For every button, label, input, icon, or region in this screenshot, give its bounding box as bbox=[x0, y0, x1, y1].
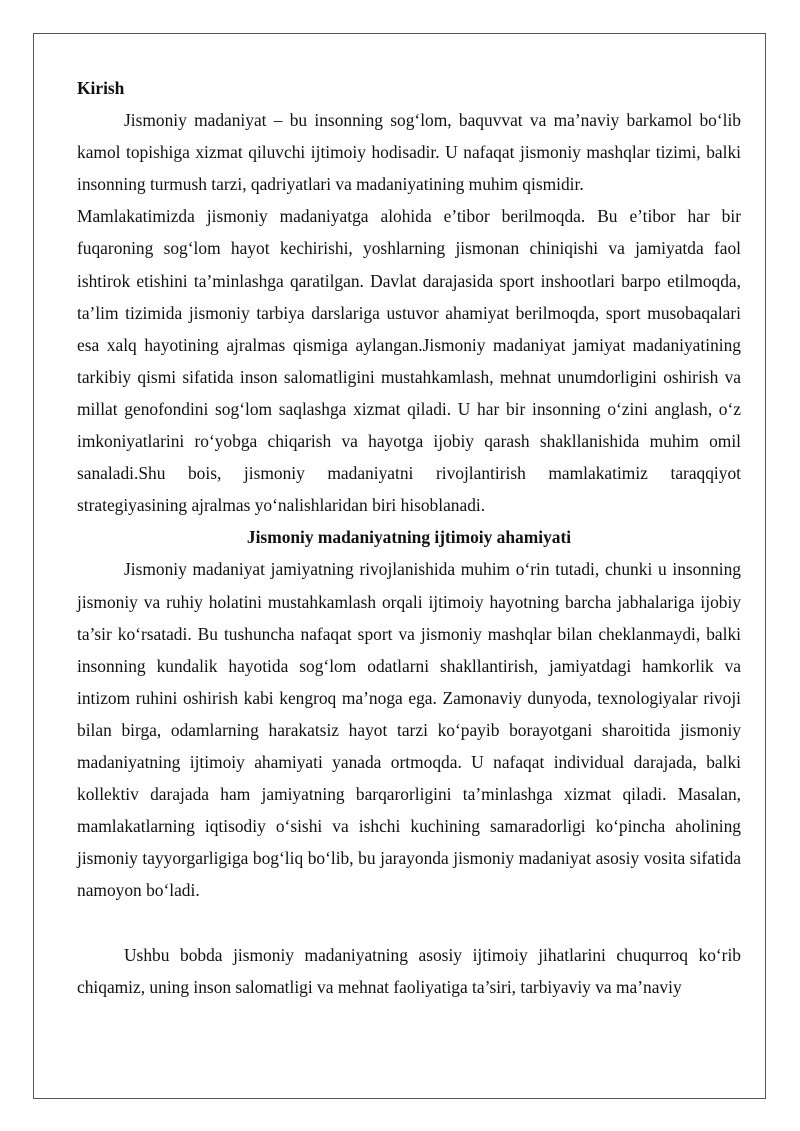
section-title: Jismoniy madaniyatning ijtimoiy ahamiyati bbox=[246, 527, 572, 548]
intro-paragraph-2: Mamlakatimizda jismoniy madaniyatga alohida e’tibor berilmoqda. Bu e’tibor har bir fuqaroning sog‘lom hayot kechirishi, yoshlarning jismonan chiniqishi va jamiyatda faol ishtirok etishini ta’minlashga qaratilgan. Davlat darajasida sport inshootlari barpo etilmoqda, ta’lim tizimida jismoniy tarbiya darslariga ustuvor ahamiyat berilmoqda, sport musobaqalari esa xalq hayotining ajralmas qismiga aylangan.Jismoniy madaniyat jamiyat madaniyatining tarkibiy qismi sifatida inson salomatligini mustahkamlash, mehnat unumdorligini oshirish va millat genofondini sog‘lom saqlashga xizmat qiladi. U har bir insonning o‘zini anglash, o‘z imkoniyatlarini ro‘yobga chiqarish va hayotga ijobiy qarash shakllanishida muhim omil sanaladi.Shu bois, jismoniy madaniyatni rivojlantirish mamlakatimiz taraqqiyot strategiyasining ajralmas yo‘nalishlaridan biri hisoblanadi. bbox=[77, 206, 741, 516]
document-body bbox=[77, 72, 741, 1003]
intro-paragraph-1: Jismoniy madaniyat – bu insonning sog‘lom, baquvvat va ma’naviy barkamol bo‘lib kamol topishiga xizmat qiluvchi ijtimoiy hodisadir. U nafaqat jismoniy mashqlar tizimi, balki insonning turmush tarzi, qadriyatlari va madaniyatining muhim qismidir. bbox=[77, 110, 741, 195]
document-heading: Kirish bbox=[77, 78, 125, 98]
section-paragraph-1: Jismoniy madaniyat jamiyatning rivojlanishida muhim o‘rin tutadi, chunki u insonning jismoniy va ruhiy holatini mustahkamlash orqali ijtimoiy hayotning barcha jabhalariga ijobiy ta’sir ko‘rsatadi. Bu tushuncha nafaqat sport va jismoniy mashqlar bilan cheklanmaydi, balki insonning kundalik hayotida sog‘lom odatlarni shakllantirish, jamiyatdagi hamkorlik va intizom ruhini oshirish kabi kengroq ma’noga ega. Zamonaviy dunyoda, texnologiyalar rivoji bilan birga, odamlarning harakatsiz hayot tarzi ko‘payib borayotgani sharoitida jismoniy madaniyatning ijtimoiy ahamiyati yanada ortmoqda. U nafaqat individual darajada, balki kollektiv darajada ham jamiyatning barqarorligini ta’minlashga xizmat qiladi. Masalan, mamlakatlarning iqtisodiy o‘sishi va ishchi kuchining samaradorligi ko‘pincha aholining jismoniy tayyorgarligiga bog‘liq bo‘lib, bu jarayonda jismoniy madaniyat asosiy vosita sifatida namoyon bo‘ladi. bbox=[77, 559, 741, 901]
section-paragraph-2: Ushbu bobda jismoniy madaniyatning asosiy ijtimoiy jihatlarini chuqurroq ko‘rib chiqamiz, uning inson salomatligi va mehnat faoliyatiga ta’siri, tarbiyaviy va ma’naviy bbox=[77, 944, 741, 997]
paragraph-spacer bbox=[77, 906, 741, 938]
